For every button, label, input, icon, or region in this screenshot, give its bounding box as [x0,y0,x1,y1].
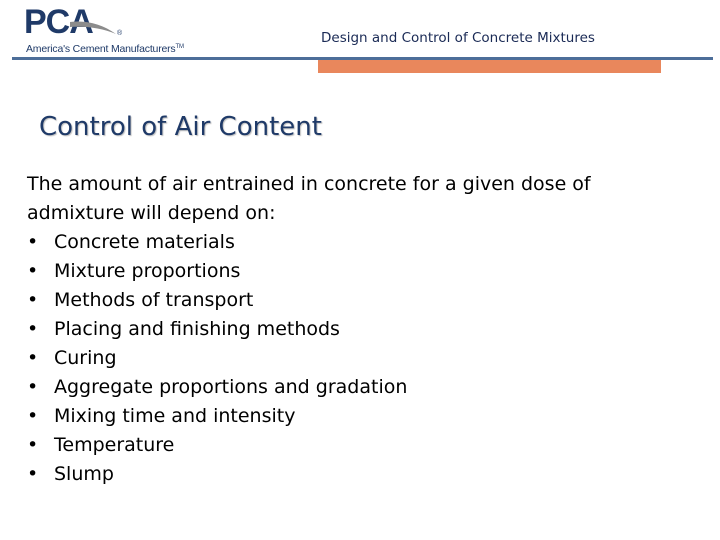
list-item [27,286,687,315]
slide-title: Control of Air Content [39,112,322,142]
header-title: Design and Control of Concrete Mixtures [321,30,595,46]
bullet-icon: • [27,231,39,253]
list-item-text: Curing [54,347,117,369]
list-item [27,460,687,489]
list-item [27,402,687,431]
list-item-text: Temperature [54,434,175,456]
bullet-icon: • [27,405,39,427]
list-item-text: Placing and finishing methods [54,318,340,340]
pca-logo [24,4,184,56]
list-item [27,315,687,344]
list-item-text: Mixing time and intensity [54,405,296,427]
list-item [27,257,687,286]
logo-registered-mark: ® [117,30,123,37]
bullet-icon: • [27,347,39,369]
bullet-icon: • [27,463,39,485]
logo-mark: PCA [24,3,93,41]
logo-tagline-text: America's Cement Manufacturers [26,43,176,55]
slide-body [27,170,687,489]
bullet-icon: • [27,289,39,311]
list-item [27,344,687,373]
list-item-text: Aggregate proportions and gradation [54,376,408,398]
list-item [27,431,687,460]
list-item-text: Mixture proportions [54,260,241,282]
bullet-icon: • [27,318,39,340]
list-item-text: Concrete materials [54,231,235,253]
bullet-icon: • [27,260,39,282]
logo-tagline [26,43,184,55]
logo-trademark: TM [175,44,184,50]
list-item-text: Methods of transport [54,289,254,311]
bullet-icon: • [27,434,39,456]
list-item-text: Slump [54,463,114,485]
intro-paragraph: The amount of air entrained in concrete for a given dose of admixture will depend on: [27,173,591,224]
bullet-icon: • [27,376,39,398]
logo-swoosh-icon [68,18,123,38]
factor-list [27,228,687,489]
header-accent-bar-orange [318,60,661,73]
list-item [27,228,687,257]
list-item [27,373,687,402]
